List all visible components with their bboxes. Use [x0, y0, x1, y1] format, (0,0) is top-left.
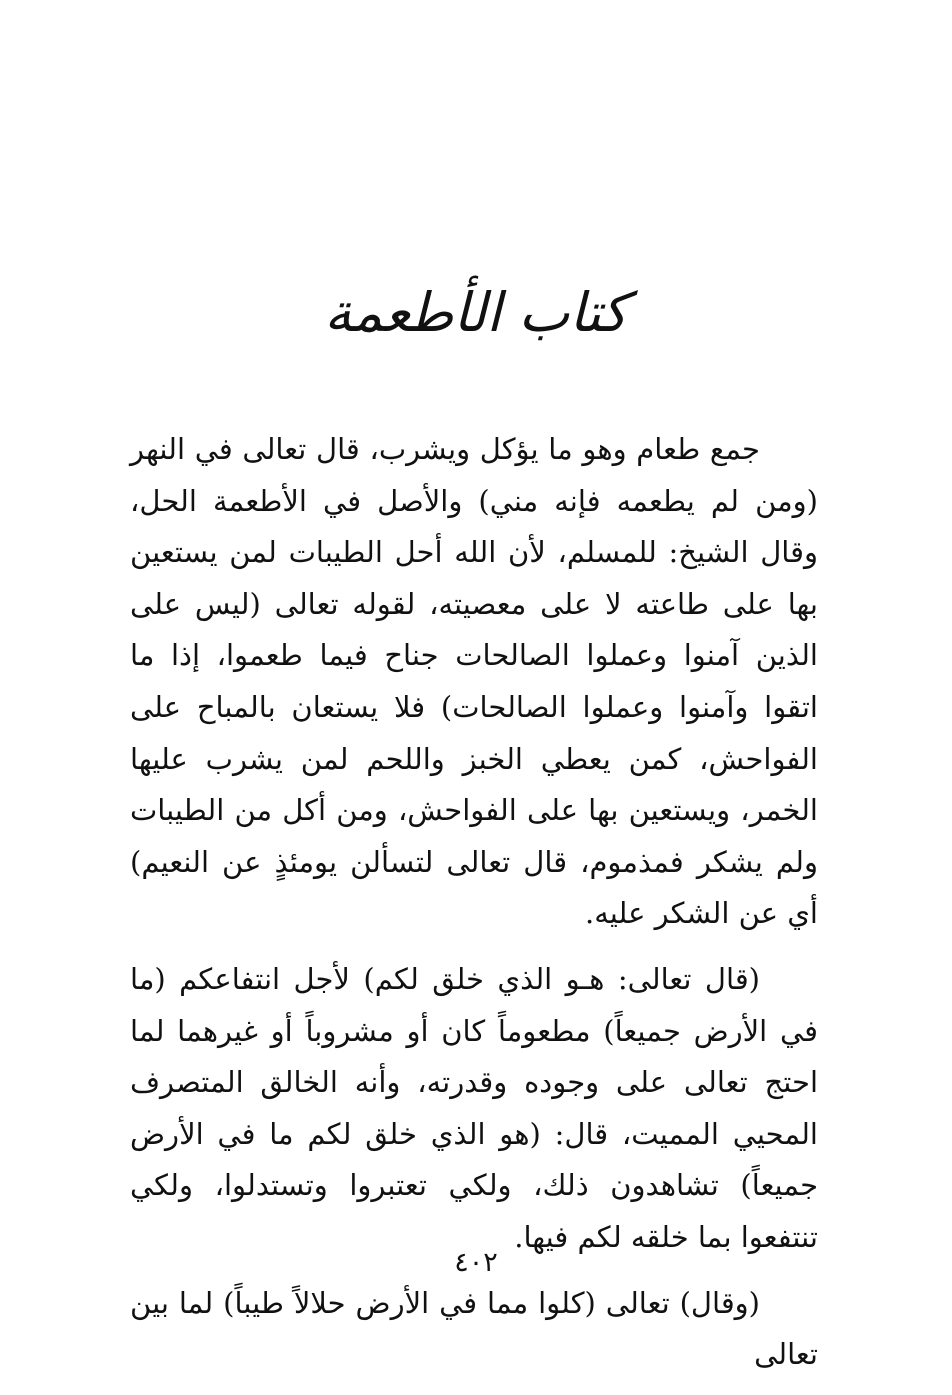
paragraph-2: (قال تعالى: هـو الذي خلق لكم) لأجل انتفاعكم (ما في الأرض جميعاً) مطعوماً كان أو مشروباً أو غيرهما لما احتج تعالى على وجوده وقدرته، وأنه الخالق المتصرف المحيي المميت، قال: (هو الذي خلق لكم ما في الأرض جميعاً) تشاهدون ذلك، ولكي تعتبروا وتستدلوا، ولكي تنتفعوا بما خلقه لكم فيها.: [130, 961, 818, 1254]
paragraph-3: (وقال) تعالى (كلوا مما في الأرض حلالاً طيباً) لما بين تعالى: [130, 1285, 818, 1372]
paragraph-1: جمع طعام وهو ما يؤكل ويشرب، قال تعالى في النهر (ومن لم يطعمه فإنه مني) والأصل في الأطعمة الحل، وقال الشيخ: للمسلم، لأن الله أحل الطيبات لمن يستعين بها على طاعته لا على معصيته، لقوله تعالى (ليس على الذين آمنوا وعملوا الصالحات جناح فيما طعموا، إذا ما اتقوا وآمنوا وعملوا الصالحات) فلا يستعان بالمباح على الفواحش، كمن يعطي الخبز واللحم لمن يشرب عليها الخمر، ويستعين بها على الفواحش، ومن أكل من الطيبات ولم يشكر فمذموم، قال تعالى لتسألن يومئذٍ عن النعيم) أي عن الشكر عليه.: [130, 432, 818, 931]
chapter-title: كتاب الأطعمة: [324, 281, 628, 344]
page-number: ٤٠٢: [454, 1247, 498, 1278]
